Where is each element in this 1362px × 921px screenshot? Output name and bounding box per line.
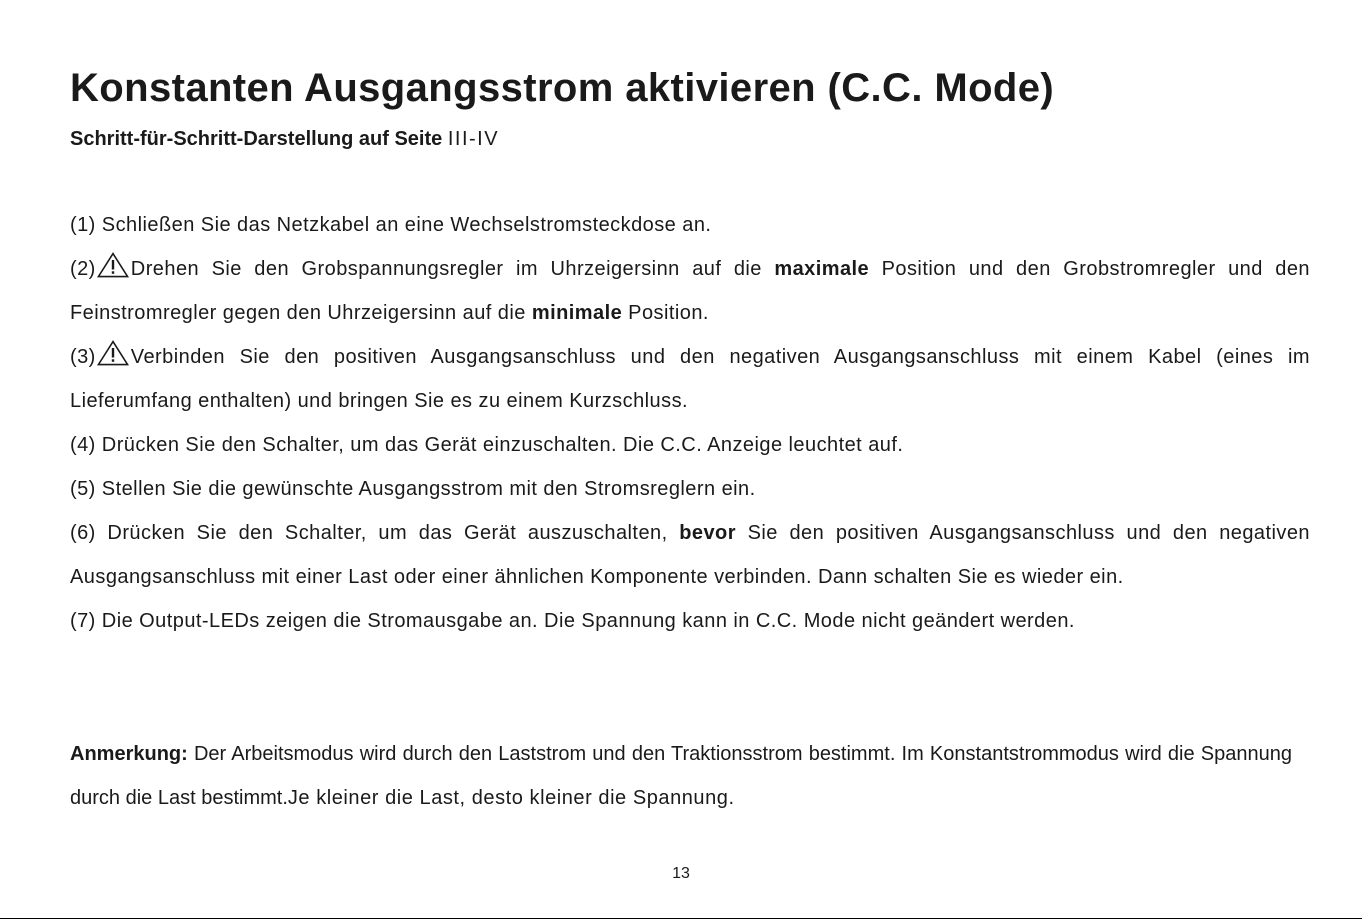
step-6-text-a: (6) Drücken Sie den Schalter, um das Gerät auszuschalten, [70, 522, 680, 544]
note-text: Der Arbeitsmodus wird durch den Laststrom und den Traktionsstrom bestimmt. Im Konstantstrommodus wird die Spannung durch die Last bestimmt. [70, 743, 1292, 809]
step-2-number: (2) [70, 258, 96, 280]
step-6 [70, 511, 1310, 599]
step-2-text-a: Drehen Sie den Grobspannungsregler im Uhrzeigersinn auf die [130, 258, 775, 280]
step-3 [70, 335, 1310, 423]
note-paragraph [70, 732, 1292, 820]
step-2-text-c: Position und den Grobstromregler und den Feinstromregler gegen den Uhrzeigersinn auf die [70, 258, 1311, 324]
subtitle-page-reference: III-IV [447, 128, 500, 150]
page-title: Konstanten Ausgangsstrom aktivieren (C.C. Mode) [70, 66, 1055, 110]
note-text-continued: Je kleiner die Last, desto kleiner die Spannung. [287, 787, 735, 809]
step-2-emphasis-maximale: maximale [774, 258, 870, 280]
step-3-number: (3) [70, 346, 96, 368]
step-4: (4) Drücken Sie den Schalter, um das Gerät einzuschalten. Die C.C. Anzeige leuchtet auf. [70, 434, 904, 456]
steps-list [70, 203, 1310, 643]
step-5: (5) Stellen Sie die gewünschte Ausgangsstrom mit den Stromsreglern ein. [70, 478, 756, 500]
step-7: (7) Die Output-LEDs zeigen die Stromausgabe an. Die Spannung kann in C.C. Mode nicht geändert werden. [70, 610, 1075, 632]
subtitle [70, 126, 499, 152]
subtitle-text: Schritt-für-Schritt-Darstellung auf Seite [70, 128, 443, 150]
step-2-text-e: Position. [622, 302, 709, 324]
step-2 [70, 247, 1310, 335]
page-number: 13 [672, 865, 690, 882]
step-1: (1) Schließen Sie das Netzkabel an eine Wechselstromsteckdose an. [70, 214, 712, 236]
step-6-text-c: Sie den positiven Ausgangsanschluss und den negativen Ausgangsanschluss mit einer Last oder einer ähnlichen Komponente verbinden. Dann schalten Sie es wieder ein. [70, 522, 1311, 588]
step-2-emphasis-minimale: minimale [531, 302, 623, 324]
bottom-divider [0, 918, 1362, 919]
step-6-emphasis-bevor: bevor [679, 522, 736, 544]
warning-triangle-icon [97, 338, 129, 364]
note-label: Anmerkung: [70, 743, 188, 765]
warning-triangle-icon [97, 250, 129, 276]
step-3-text: Verbinden Sie den positiven Ausgangsanschluss und den negativen Ausgangsanschluss mit einem Kabel (eines im Lieferumfang enthalten) und bringen Sie es zu einem Kurzschluss. [70, 346, 1310, 412]
